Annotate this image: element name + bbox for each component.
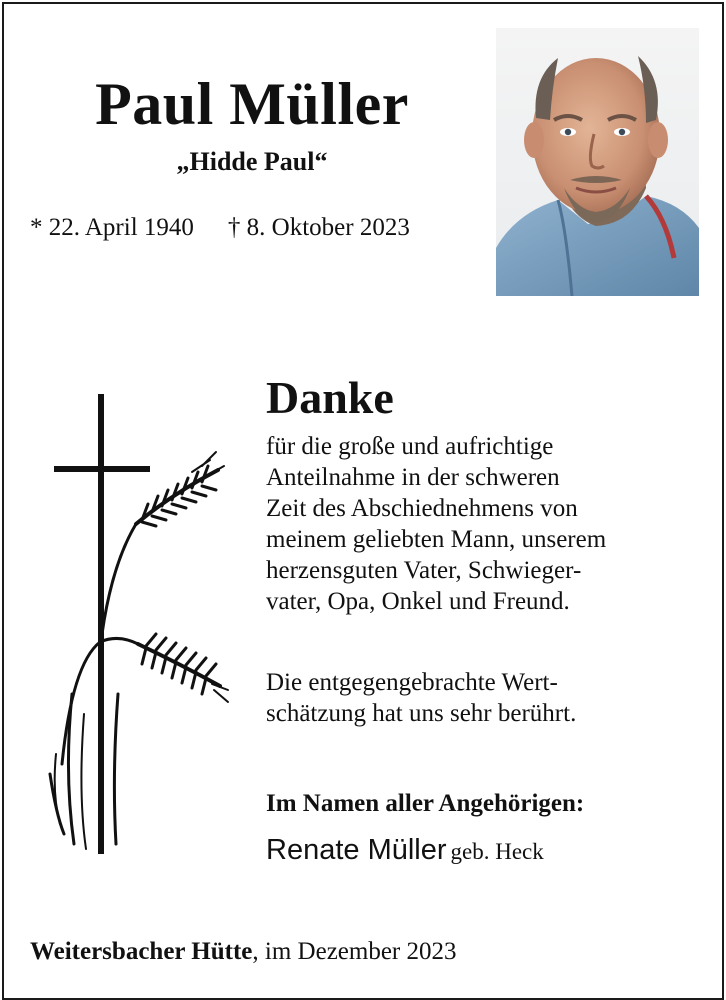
- obituary-card: [2, 2, 724, 1000]
- deceased-name: Paul Müller: [95, 71, 409, 137]
- place: Weitersbacher Hütte: [30, 938, 253, 965]
- cross-with-wheat-icon: [42, 394, 232, 869]
- deceased-nickname: „Hidde Paul“: [176, 147, 328, 176]
- thanks-line: vater, Opa, Onkel und Freund.: [266, 588, 570, 615]
- appreciation-line: schätzung hat uns sehr berührt.: [266, 700, 577, 727]
- thanks-paragraph: [266, 431, 606, 617]
- thanks-line: herzensguten Vater, Schwieger-: [266, 557, 582, 584]
- signer-maiden-name: geb. Heck: [450, 839, 544, 864]
- thanks-line: meinem geliebten Mann, unserem: [266, 526, 607, 553]
- thanks-heading: Danke: [266, 372, 394, 423]
- appreciation-paragraph: [266, 667, 576, 729]
- thanks-line: für die große und aufrichtige: [266, 433, 554, 460]
- place-and-date: [30, 936, 457, 968]
- appreciation-line: Die entgegengebrachte Wert-: [266, 669, 558, 696]
- portrait-photo: [496, 28, 699, 296]
- date: , im Dezember 2023: [252, 938, 457, 965]
- signer-name: Renate Müller: [266, 834, 447, 866]
- birth-date: * 22. April 1940: [30, 214, 194, 241]
- death-date: † 8. Oktober 2023: [227, 214, 410, 241]
- thanks-line: Anteilnahme in der schweren: [266, 464, 560, 491]
- signature: [266, 830, 544, 875]
- thanks-line: Zeit des Abschiednehmens von: [266, 495, 578, 522]
- signature-heading: Im Namen aller Angehörigen:: [266, 790, 585, 817]
- life-dates: [30, 212, 410, 244]
